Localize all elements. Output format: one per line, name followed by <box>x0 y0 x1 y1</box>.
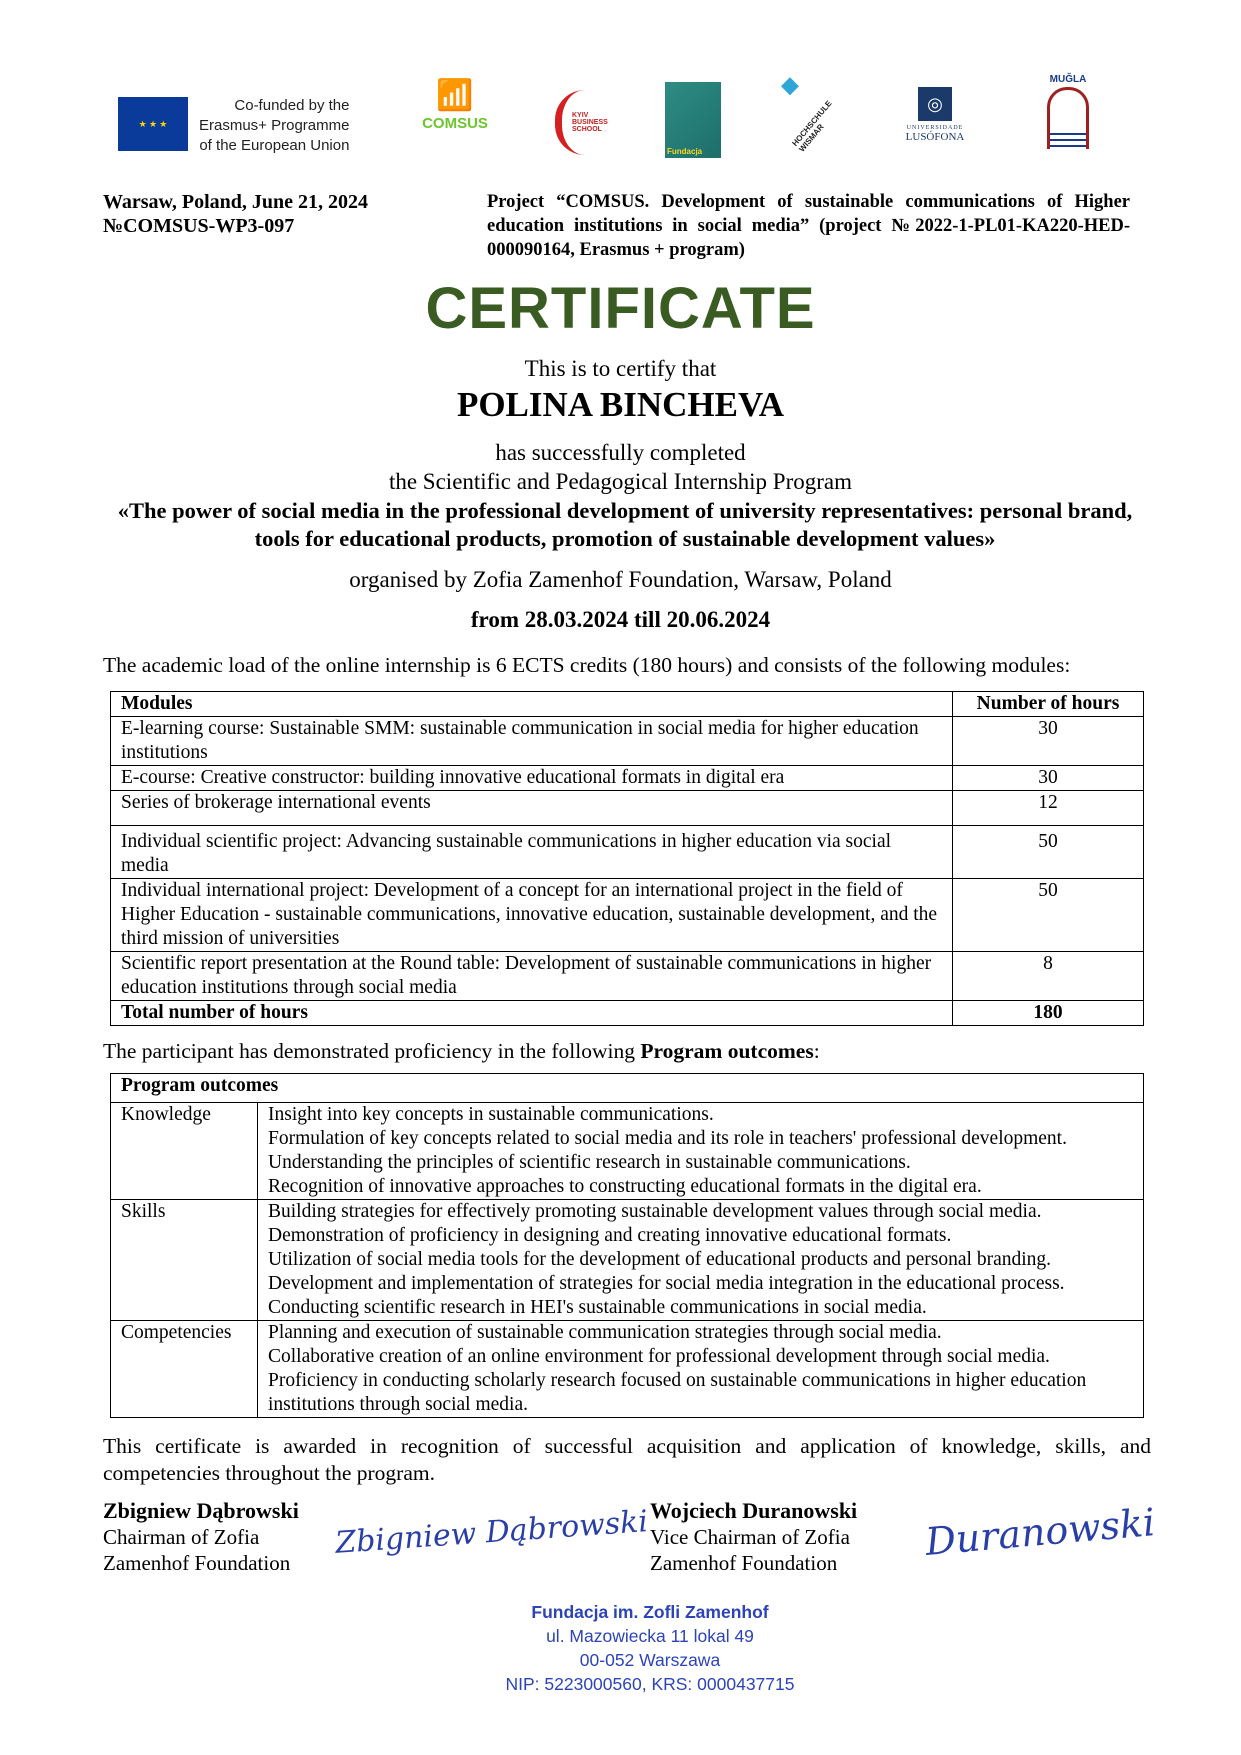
table-row <box>111 791 1144 826</box>
fundacja-text: Fundacja <box>667 147 703 156</box>
table-header-row <box>111 1074 1144 1103</box>
outcome-item: Conducting scientific research in HEI's sustainable communications in social media. <box>268 1297 927 1318</box>
table-row <box>111 952 1144 1001</box>
outcome-item: Understanding the principles of scientific research in sustainable communications. <box>268 1152 911 1173</box>
outcome-item: Utilization of social media tools for the development of educational products and personal branding. <box>268 1249 1052 1270</box>
program-title: «The power of social media in the professional development of university representatives: personal brand, tools for educational products, promotion of sustainable development values» <box>117 498 1133 551</box>
lusofona-name: LUSÓFONA <box>905 131 965 143</box>
signatory-name: Wojciech Duranowski <box>650 1498 858 1523</box>
certify-text: This is to certify that <box>524 356 717 381</box>
lusofona-logo <box>900 87 970 143</box>
certificate-number: №COMSUS-WP3-097 <box>103 215 295 237</box>
closing-text: This certificate is awarded in recognition of successful acquisition and application of knowledge, skills, and competencies throughout the program. <box>103 1434 1151 1485</box>
table-row <box>111 1103 1144 1200</box>
total-label: Total number of hours <box>111 1001 953 1026</box>
outcome-item: Building strategies for effectively promoting sustainable development values through social media. <box>268 1201 1042 1222</box>
recipient-name: POLINA BINCHEVA <box>456 385 785 424</box>
module-name: Series of brokerage international events <box>111 791 953 826</box>
signatory-name: Zbigniew Dąbrowski <box>103 1498 299 1523</box>
eu-line: of the European Union <box>199 137 350 154</box>
signature-1: Zbigniew Dąbrowski <box>334 1504 649 1561</box>
outcome-category: Competencies <box>111 1321 258 1418</box>
globe-icon: ◎ <box>918 87 952 121</box>
stamp-line: NIP: 5223000560, KRS: 0000437715 <box>505 1674 795 1694</box>
kyiv-text: KYIV BUSINESS SCHOOL <box>572 112 608 133</box>
signature-2: Duranowski <box>923 1500 1157 1564</box>
module-name: E-course: Creative constructor: building innovative educational formats in digital era <box>111 766 953 791</box>
signatory-role: Vice Chairman of Zofia <box>650 1525 850 1549</box>
outcome-item: Development and implementation of strategies for social media integration in the educational process. <box>268 1273 1065 1294</box>
stamp-line: Fundacja im. Zofli Zamenhof <box>531 1602 769 1622</box>
table-header-row <box>111 692 1144 717</box>
outcome-items <box>258 1321 1144 1418</box>
module-hours: 8 <box>953 952 1144 1001</box>
erasmus-cofunded-text <box>199 96 349 156</box>
mugla-logo <box>1045 74 1091 149</box>
module-hours: 12 <box>953 791 1144 826</box>
dates: from 28.03.2024 till 20.06.2024 <box>470 607 771 632</box>
intro-colon: : <box>813 1039 820 1063</box>
partner-logos <box>115 72 1115 172</box>
hochschule-wismar-logo <box>767 72 882 187</box>
kyiv-business-school-logo <box>555 90 610 155</box>
program-type: the Scientific and Pedagogical Internship Program <box>388 469 853 494</box>
lusofona-top: UNIVERSIDADE <box>906 125 964 131</box>
fundacja-logo <box>665 82 721 158</box>
outcome-item: Insight into key concepts in sustainable communications. <box>268 1104 714 1125</box>
signatory-1 <box>103 1498 299 1576</box>
table-row <box>111 1200 1144 1321</box>
modules-header: Modules <box>111 692 953 717</box>
wismar-text: HOCHSCHULE WISMAR <box>790 98 834 154</box>
outcomes-intro <box>103 1038 1151 1065</box>
outcome-item: Collaborative creation of an online environment for professional development through social media. <box>268 1346 1050 1367</box>
place-and-number <box>103 190 368 238</box>
project-info: Project “COMSUS. Development of sustainable communications of Higher education institutions in social media” (project №2022-1-PL01-KA220-HED-000090164, Erasmus + program) <box>487 192 1130 260</box>
completed-text: has successfully completed <box>495 440 746 465</box>
organiser: organised by Zofia Zamenhof Foundation, Warsaw, Poland <box>349 567 892 592</box>
table-row <box>111 717 1144 766</box>
total-hours: 180 <box>953 1001 1144 1026</box>
total-row <box>111 1001 1144 1026</box>
comsus-logo <box>405 77 505 132</box>
eu-line: Erasmus+ Programme <box>199 117 350 134</box>
intro-text: The participant has demonstrated proficiency in the following <box>103 1039 641 1063</box>
module-hours: 30 <box>953 766 1144 791</box>
signatory-role: Zamenhof Foundation <box>650 1551 838 1575</box>
module-name: Scientific report presentation at the Round table: Development of sustainable communications in higher education institutions through social media <box>111 952 953 1001</box>
module-name: Individual international project: Development of a concept for an international project in the field of Higher Education - sustainable communications, innovative education, sustainable development, and the third mission of universities <box>111 879 953 952</box>
place-date: Warsaw, Poland, June 21, 2024 <box>103 191 369 213</box>
outcome-item: Demonstration of proficiency in designing and creating innovative educational formats. <box>268 1225 952 1246</box>
intro-bold: Program outcomes <box>640 1039 814 1063</box>
mugla-emblem <box>1047 87 1089 149</box>
outcome-items <box>258 1200 1144 1321</box>
outcome-category: Knowledge <box>111 1103 258 1200</box>
module-hours: 50 <box>953 879 1144 952</box>
outcome-items <box>258 1103 1144 1200</box>
table-row <box>111 826 1144 879</box>
bird-icon: ◆ <box>781 72 799 98</box>
outcomes-header: Program outcomes <box>111 1074 1144 1103</box>
comsus-text: COMSUS <box>422 115 488 132</box>
outcome-item: Proficiency in conducting scholarly research focused on sustainable communications in higher education institutions through social media. <box>268 1370 1087 1415</box>
mugla-text: MUĞLA <box>1049 74 1087 85</box>
signatory-role: Chairman of Zofia <box>103 1525 260 1549</box>
academic-load-text: The academic load of the online internship is 6 ECTS credits (180 hours) and consists of the following modules: <box>103 653 1071 677</box>
certificate-title: CERTIFICATE <box>425 276 816 341</box>
stamp-line: 00-052 Warszawa <box>579 1650 721 1670</box>
outcome-item: Formulation of key concepts related to social media and its role in teachers' professional development. <box>268 1128 1067 1149</box>
table-row <box>111 766 1144 791</box>
eu-flag-logo: ★ ★ ★ <box>118 97 188 151</box>
module-hours: 50 <box>953 826 1144 879</box>
hours-header: Number of hours <box>953 692 1144 717</box>
module-name: Individual scientific project: Advancing sustainable communications in higher education via social media <box>111 826 953 879</box>
signatory-role: Zamenhof Foundation <box>103 1551 291 1575</box>
table-row <box>111 879 1144 952</box>
outcome-category: Skills <box>111 1200 258 1321</box>
outcome-item: Planning and execution of sustainable communication strategies through social media. <box>268 1322 942 1343</box>
eu-line: Co-funded by the <box>234 97 350 114</box>
outcomes-table <box>110 1073 1144 1418</box>
modules-table <box>110 691 1144 1026</box>
outcome-item: Recognition of innovative approaches to constructing educational formats in the digital era. <box>268 1176 982 1197</box>
module-name: E-learning course: Sustainable SMM: sustainable communication in social media for higher education institutions <box>111 717 953 766</box>
table-row <box>111 1321 1144 1418</box>
stamp-line: ul. Mazowiecka 11 lokal 49 <box>546 1626 754 1646</box>
wifi-icon: 📶 <box>436 79 474 112</box>
module-hours: 30 <box>953 717 1144 766</box>
foundation-stamp <box>450 1600 850 1696</box>
signatory-2 <box>650 1498 857 1576</box>
